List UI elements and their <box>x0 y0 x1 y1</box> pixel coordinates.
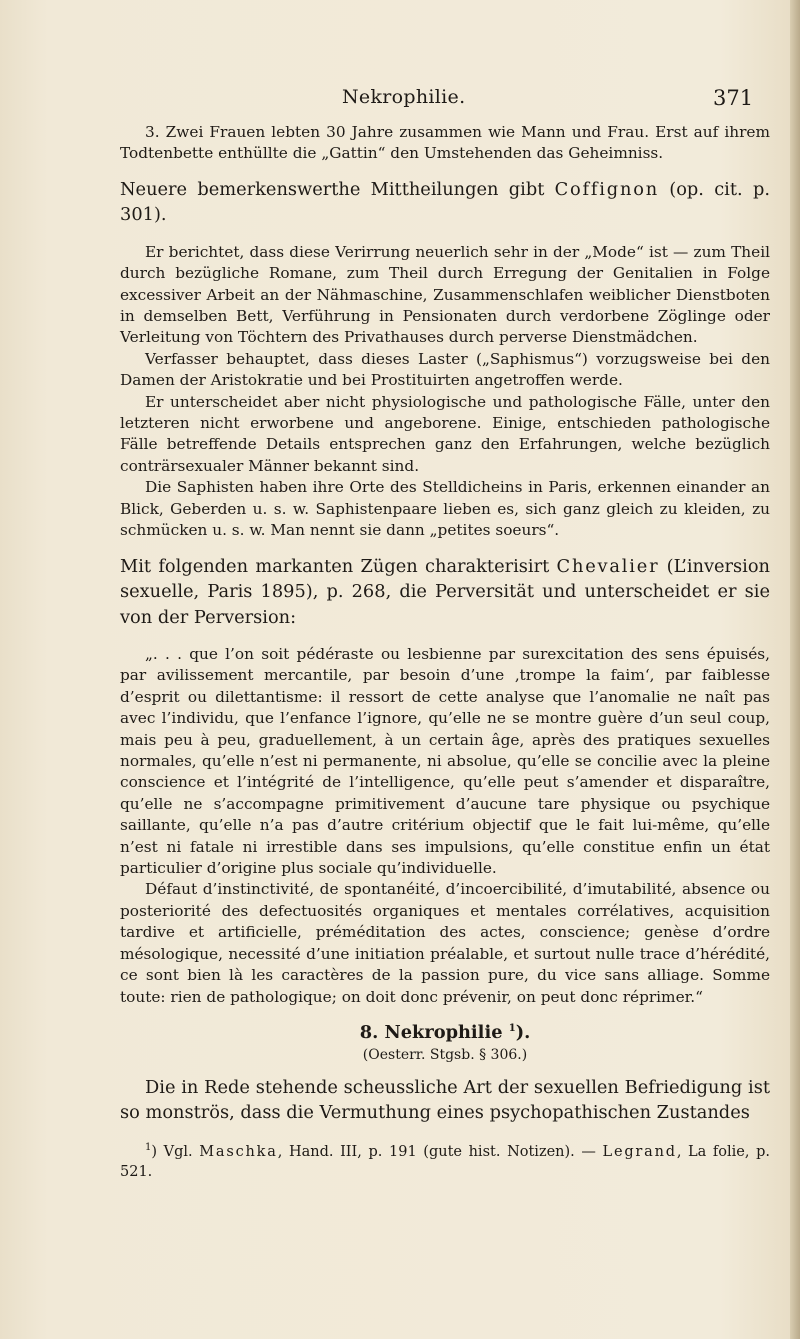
body-paragraph: Er unterscheidet aber nicht physiologische und pathologische Fälle, unter den letzteren nicht erworbene und angeborene. Einige, entschieden pathologische Fälle betreffende Details entsprechen ganz den Erfahrungen, welche bezüglich conträrsexualer Männer bekannt sind. <box>120 392 770 475</box>
footnote-author: Maschka <box>199 1143 278 1160</box>
footnote <box>120 1138 770 1182</box>
footnote-text: , Hand. III, p. 191 (gute hist. Notizen). — <box>277 1143 603 1160</box>
page-body <box>120 122 770 1182</box>
body-paragraph: Er berichtet, dass diese Verirrung neuerlich sehr in der „Mode“ ist — zum Theil durch bezügliche Romane, zum Theil durch Erregung der Genitalien in Folge excessiver Arbeit an der Nähmaschine, Zusammenschlafen weiblicher Dienstboten in demselben Bett, Verführung in Pensionaten durch verdorbene Zöglinge oder Verleitung von Töchtern des Privathauses durch perverse Dienstmädchen. <box>120 242 770 347</box>
intro-paragraph <box>120 177 770 228</box>
footnote-text: , La folie, p. 521. <box>120 1143 770 1180</box>
footnote-author: Legrand <box>602 1143 677 1160</box>
quote-paragraph: „. . . que l’on soit pédéraste ou lesbienne par surexcitation des sens épuisés, par avilissement mercantile, par besoin d’une ‚trompe la faim‘, par faiblesse d’esprit ou dilettantisme: il ressort de cette analyse que l’anomalie ne naît pas avec l’individu, que l’enfance l’ignore, qu’elle ne se montre guère d’un seul coup, mais peu à peu, graduellement, à un certain âge, après des pratiques sexuelles normales, qu’elle n’est ni permanente, ni absolue, qu’elle se concilie avec la pleine conscience et l’intégrité de l’intelligence, qu’elle peut s’amender et disparaître, qu’elle ne s’accompagne primitivement d’aucune tare physique ou psychique saillante, qu’elle n’a pas d’autre critérium objectif que le fait lui-même, qu’elle n’est ni fatale ni irrestible dans ses impulsions, qu’elle constitue enfin un état particulier d’origine plus sociale qu’individuelle. <box>120 645 770 878</box>
running-header <box>0 86 800 116</box>
page-number: 371 <box>713 86 754 110</box>
section-heading-text: 8. Nekrophilie <box>359 1021 503 1043</box>
author-name: Coffignon <box>554 178 659 200</box>
author-name: Chevalier <box>556 555 660 577</box>
quote-paragraph: Défaut d’instinctivité, de spontanéité, d’incoercibilité, d’imutabilité, absence ou posteriorité des defectuosités organiques et mentales corrélatives, acquisition tardive et artificielle, préméditation des actes, conscience; genèse d’ordre mésologique, necessité d’une initiation préalable, et surtout nulle trace d’hérédité, ce sont bien là les caractères de la passion pure, du vice sans alliage. Somme toute: rien de pathologique; on doit donc prévenir, on peut donc réprimer.“ <box>120 880 770 1006</box>
body-paragraph: Verfasser behauptet, dass dieses Laster („Saphismus“) vorzugsweise bei den Damen der Aristokratie und bei Prostituirten angetroffen werde. <box>120 349 770 390</box>
running-title: Nekrophilie. <box>342 86 466 108</box>
footnote-marker: 1 <box>508 1022 516 1034</box>
case-paragraph: 3. Zwei Frauen lebten 30 Jahre zusammen wie Mann und Frau. Erst auf ihrem Todtenbette enthüllte die „Gattin“ den Umstehenden das Geheimniss. <box>120 123 770 163</box>
citation: (L’inversion sexuelle, Paris 1895), p. 268, die Perversität und unterscheidet er sie von der Perversion: <box>120 555 770 628</box>
footnote-text: ) Vgl. <box>151 1143 200 1160</box>
section-subheading: (Oesterr. Stgsb. § 306.) <box>362 1046 528 1063</box>
section-heading-tail: ). <box>515 1021 531 1043</box>
citation: (op. cit. p. 301). <box>120 178 770 226</box>
footnote-mark: 1 <box>145 1141 152 1153</box>
intro-paragraph <box>120 554 770 631</box>
body-paragraph: Die Saphisten haben ihre Orte des Stelldicheins in Paris, erkennen einander an Blick, Geberden u. s. w. Saphistenpaare lieben es, sich ganz gleich zu kleiden, zu schmücken u. s. w. Man nennt sie dann „petites soeurs“. <box>120 478 770 540</box>
section-paragraph: Die in Rede stehende scheussliche Art der sexuellen Befriedigung ist so monströs, dass die Vermuthung eines psychopathischen Zustandes <box>120 1076 770 1124</box>
intro-text: Neuere bemerkenswerthe Mittheilungen gibt <box>120 178 555 200</box>
intro-text: Mit folgenden markanten Zügen charakterisirt <box>120 555 557 577</box>
page-edge <box>790 0 800 1339</box>
section-heading <box>120 1022 770 1043</box>
